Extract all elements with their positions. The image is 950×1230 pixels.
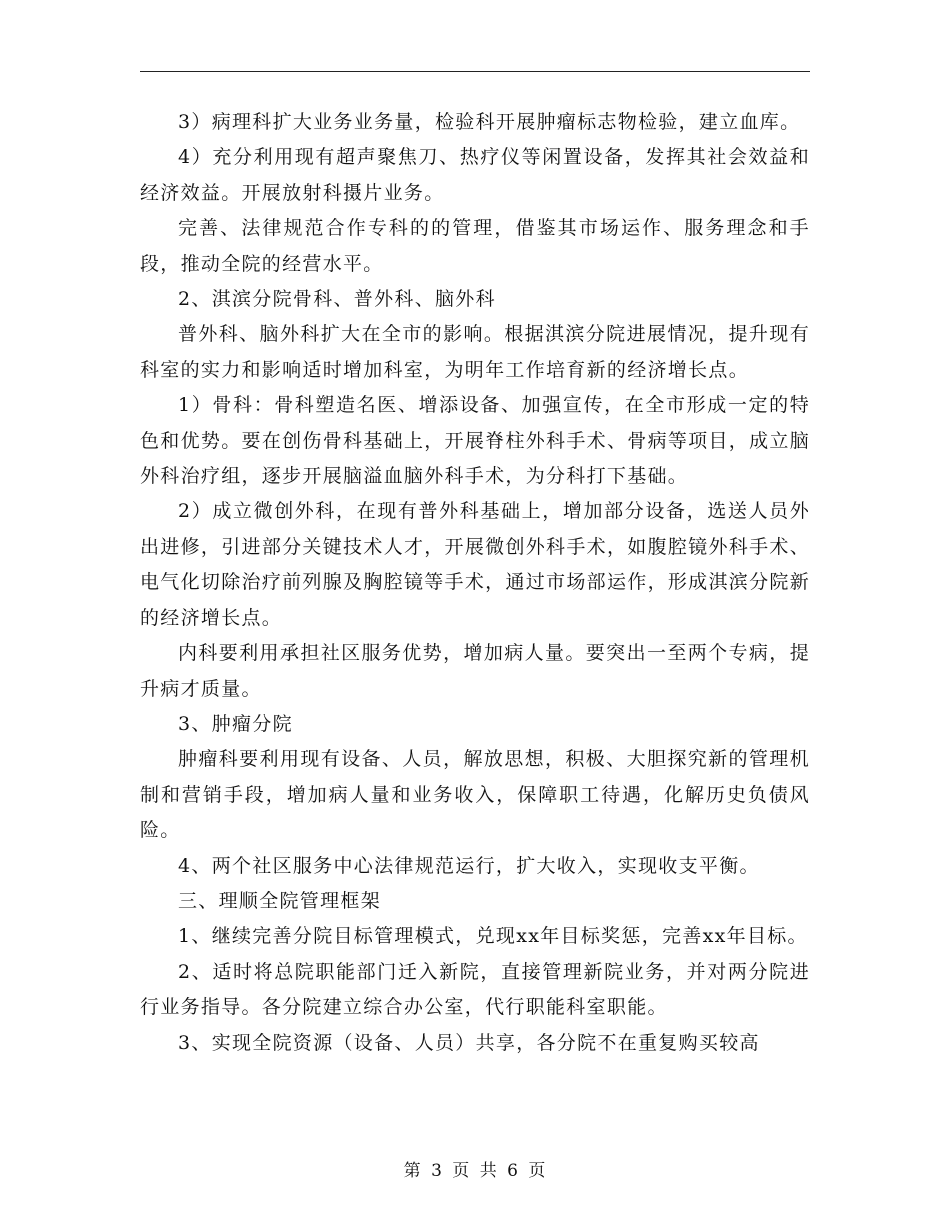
paragraph: 2、适时将总院职能部门迁入新院，直接管理新院业务，并对两分院进行业务指导。各分院建立综合办公室，代行职能科室职能。 <box>140 960 810 1019</box>
paragraph: 内科要利用承担社区服务优势，增加病人量。要突出一至两个专病，提升病才质量。 <box>140 642 810 700</box>
paragraph: 普外科、脑外科扩大在全市的影响。根据淇滨分院进展情况，提升现有科室的实力和影响适时增加科室，为明年工作培育新的经济增长点。 <box>140 323 810 381</box>
paragraph: 2）成立微创外科，在现有普外科基础上，增加部分设备，选送人员外出进修，引进部分关键技术人才，开展微创外科手术，如腹腔镜外科手术、电气化切除治疗前列腺及胸腔镜等手术，通过市场部运作，形成淇滨分院新的经济增长点。 <box>140 500 810 629</box>
paragraph: 肿瘤科要利用现有设备、人员，解放思想，积极、大胆探究新的管理机制和营销手段，增加病人量和业务收入，保障职工待遇，化解历史负债风险。 <box>140 748 810 842</box>
paragraph: 3、实现全院资源（设备、人员）共享，各分院不在重复购买较高 <box>178 1031 760 1054</box>
paragraph: 4）充分利用现有超声聚焦刀、热疗仪等闲置设备，发挥其社会效益和经济效益。开展放射科摄片业务。 <box>140 146 810 204</box>
paragraph: 4、两个社区服务中心法律规范运行，扩大收入，实现收支平衡。 <box>178 854 760 877</box>
paragraph: 3）病理科扩大业务业务量，检验科开展肿瘤标志物检验，建立血库。 <box>178 111 801 133</box>
section-heading: 3、肿瘤分院 <box>178 712 293 735</box>
paragraph: 1、继续完善分院目标管理模式，兑现xx年目标奖惩，完善xx年目标。 <box>178 925 808 948</box>
page-number: 第 3 页 共 6 页 <box>403 1161 547 1181</box>
document-body <box>140 105 810 1061</box>
section-heading: 三、理顺全院管理框架 <box>178 889 382 912</box>
paragraph: 1）骨科：骨科塑造名医、增添设备、加强宣传，在全市形成一定的特色和优势。要在创伤骨科基础上，开展脊柱外科手术、骨病等项目，成立脑外科治疗组，逐步开展脑溢血脑外科手术，为分科打下基础。 <box>140 394 810 488</box>
section-heading: 2、淇滨分院骨科、普外科、脑外科 <box>178 288 496 311</box>
paragraph: 完善、法律规范合作专科的的管理，借鉴其市场运作、服务理念和手段，推动全院的经营水平。 <box>140 217 810 275</box>
header-rule <box>140 71 810 72</box>
